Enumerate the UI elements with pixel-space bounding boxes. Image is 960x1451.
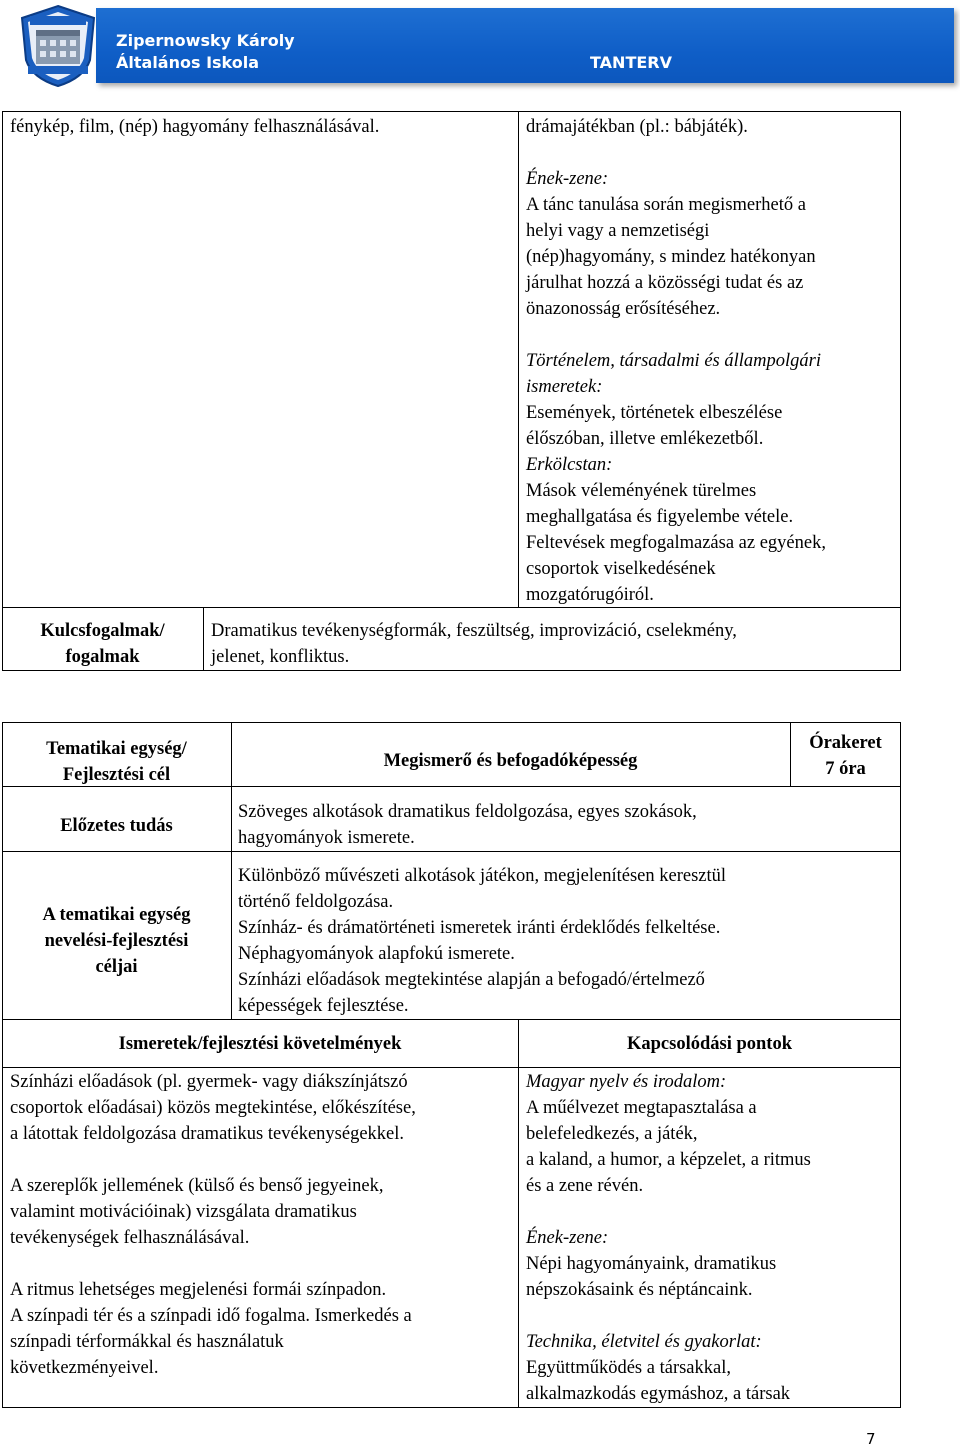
subject-heading: Történelem, társadalmi és állampolgári — [526, 351, 821, 371]
unit-title: Megismerő és befogadóképesség — [383, 751, 638, 771]
links-column — [526, 114, 898, 608]
key-concepts-label: Kulcsfogalmak/ fogalmak — [40, 621, 165, 667]
links-header: Kapcsolódási pontok — [626, 1034, 792, 1054]
subject-heading: Magyar nyelv és irodalom: — [526, 1072, 727, 1092]
subject-heading: Ének-zene: — [526, 1228, 609, 1248]
subject-heading: Ének-zene: — [526, 169, 609, 189]
page-number: 7 — [866, 1430, 876, 1448]
subject-heading: Erkölcstan: — [526, 455, 613, 475]
requirements-column: Színházi előadások (pl. gyermek- vagy diákszínjátszó csoportok előadásai) közös megtekintése, előkészítése, a látottak feldolgozása dramatikus tevékenységekkel. A szereplők jellemének (külső és benső jegyeinek, valamint motivációinak) vizsgálata dramatikus tevékenységek felhasználásával. A ritmus lehetséges megjelenési formái színpadon. A színpadi tér és a színpadi idő fogalma. Ismerkedés a színpadi térformákkal és használatuk következményeivel. — [10, 1072, 416, 1378]
text-line: Mások véleményének türelmes — [526, 481, 757, 501]
text-line: Feltevések megfogalmazása az egyének, — [526, 533, 826, 553]
text-line: (nép)hagyomány, s mindez hatékonyan — [526, 247, 816, 267]
text-line: A tánc tanulása során megismerhető a — [526, 195, 806, 215]
text-line: csoportok viselkedésének — [526, 559, 716, 579]
hours-value: 7 óra — [825, 759, 866, 779]
requirements-header: Ismeretek/fejlesztési követelmények — [118, 1034, 402, 1054]
school-name-line2: Általános Iskola — [116, 53, 260, 72]
prior-knowledge-text: Szöveges alkotások dramatikus feldolgozása, egyes szokások, hagyományok ismerete. — [238, 802, 697, 848]
subject-heading: ismeretek: — [526, 377, 603, 397]
goals-text: Különböző művészeti alkotások játékon, megjelenítésen keresztül történő feldolgozása. Színház- és drámatörténeti ismeretek iránti érdeklődés felkeltése. Néphagyományok alapfokú ismerete. Színházi előadások megtekintése alapján a befogadó/értelmező képességek fejlesztése. — [238, 866, 727, 1016]
text-line: meghallgatása és figyelembe vétele. — [526, 507, 794, 527]
links-intro: drámajátékban (pl.: bábjáték). — [526, 117, 748, 137]
text-line: élőszóban, illetve emlékezetből. — [526, 429, 764, 449]
goals-label: A tematikai egység nevelési-fejlesztési céljai — [42, 905, 191, 977]
school-name-line1: Zipernowsky Károly — [116, 31, 295, 50]
text-line: helyi vagy a nemzetiségi — [526, 221, 710, 241]
text-line: önazonosság erősítéséhez. — [526, 299, 721, 319]
text-line: Események, történetek elbeszélése — [526, 403, 783, 423]
key-concepts-text: Dramatikus tevékenységformák, feszültség, improvizáció, cselekmény, jelenet, konfliktus. — [211, 621, 737, 667]
subject-heading: Technika, életvitel és gyakorlat: — [526, 1332, 762, 1352]
unit-label: Tematikai egység/ Fejlesztési cél — [46, 739, 187, 785]
document-label: TANTERV — [590, 53, 672, 72]
left-cell-text: fénykép, film, (nép) hagyomány felhasználásával. — [10, 117, 380, 137]
text-line: járulhat hozzá a közösségi tudat és az — [526, 273, 804, 293]
text-line: mozgatórugóiról. — [526, 585, 654, 605]
school-name — [116, 30, 295, 74]
hours-cell — [790, 730, 901, 782]
page-header — [0, 0, 960, 90]
header-banner — [96, 8, 954, 83]
links-points-column: Magyar nyelv és irodalom: A műélvezet megtapasztalása a belefeledkezés, a játék, a kaland, a humor, a képzelet, a ritmus és a zene révén. Ének-zene: Népi hagyományaink, dramatikus népszokásaink és néptáncaink. Technika, életvitel és gyakorlat: Együttműködés a társakkal, alkalmazkodás egymáshoz, a társak — [526, 1069, 898, 1407]
hours-label: Órakeret — [809, 733, 882, 753]
school-crest-icon — [18, 4, 98, 88]
prior-knowledge-label: Előzetes tudás — [60, 816, 173, 836]
